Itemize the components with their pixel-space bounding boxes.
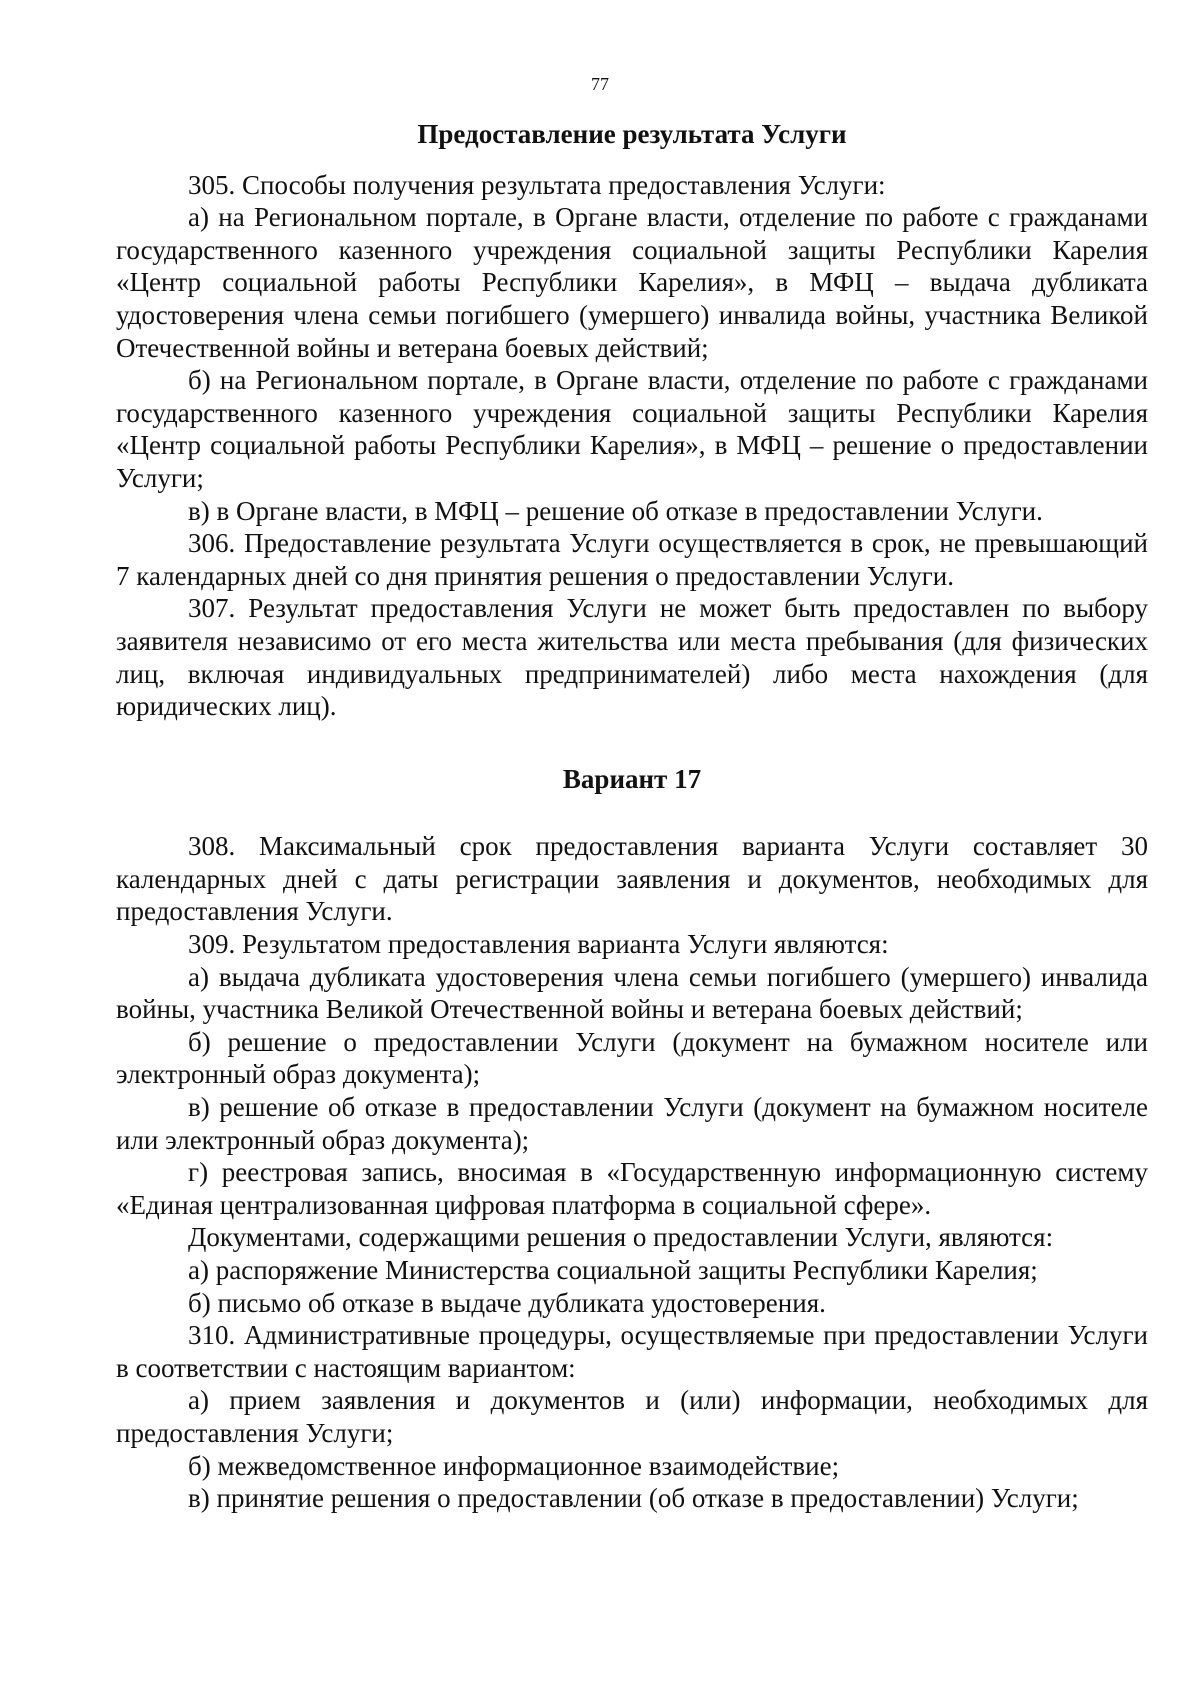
paragraph-310-a: а) прием заявления и документов и (или) информации, необходимых для предоставления Услуги; — [116, 1385, 1148, 1448]
paragraph-308: 308. Максимальный срок предоставления варианта Услуги составляет 30 календарных дней с даты регистрации заявления и документов, необходимых для предоставления Услуги. — [116, 831, 1148, 927]
paragraph-documents-a: а) распоряжение Министерства социальной защиты Республики Карелия; — [188, 1255, 1038, 1285]
paragraph-documents: Документами, содержащими решения о предоставлении Услуги, являются: — [188, 1222, 1054, 1253]
page-number: 77 — [591, 74, 609, 94]
paragraph-309-v: в) решение об отказе в предоставлении Услуги (документ на бумажном носителе или электронный образ документа); — [116, 1092, 1148, 1155]
paragraph-309: 309. Результатом предоставления варианта Услуги являются: — [188, 929, 889, 960]
paragraph-310-b: б) межведомственное информационное взаимодействие; — [188, 1450, 840, 1481]
paragraph-305: 305. Способы получения результата предоставления Услуги: — [188, 169, 886, 200]
paragraph-305-a: а) на Региональном портале, в Органе власти, отделение по работе с гражданами государственного казенного учреждения социальной защиты Республики Карелия «Центр социальной работы Республики Карелия», в МФЦ – выдача дубликата удостоверения члена семьи погибшего (умершего) инвалида войны, участника Великой Отечественной войны и ветерана боевых действий; — [116, 202, 1148, 363]
section-heading-result: Предоставление результата Услуги — [417, 119, 847, 149]
paragraph-305-v: в) в Органе власти, в МФЦ – решение об отказе в предоставлении Услуги. — [188, 495, 1043, 526]
paragraph-309-g: г) реестровая запись, вносимая в «Государственную информационную систему «Единая централизованная цифровая платформа в социальной сфере». — [116, 1157, 1148, 1220]
paragraph-306: 306. Предоставление результата Услуги осуществляется в срок, не превышающий 7 календарных дней со дня принятия решения о предоставлении Услуги. — [116, 528, 1148, 591]
paragraph-310: 310. Административные процедуры, осуществляемые при предоставлении Услуги в соответствии с настоящим вариантом: — [116, 1320, 1148, 1383]
paragraph-309-b: б) решение о предоставлении Услуги (документ на бумажном носителе или электронный образ документа); — [116, 1026, 1148, 1090]
document-body — [116, 118, 1148, 1515]
paragraph-305-b: б) на Региональном портале, в Органе власти, отделение по работе с гражданами государственного казенного учреждения социальной защиты Республики Карелия «Центр социальной работы Республики Карелия», в МФЦ – решение о предоставлении Услуги; — [116, 365, 1148, 493]
paragraph-documents-b: б) письмо об отказе в выдаче дубликата удостоверения. — [188, 1287, 826, 1318]
paragraph-310-v: в) принятие решения о предоставлении (об отказе в предоставлении) Услуги; — [188, 1483, 1079, 1514]
paragraph-309-a: а) выдача дубликата удостоверения члена семьи погибшего (умершего) инвалида войны, участника Великой Отечественной войны и ветерана боевых действий; — [116, 961, 1148, 1025]
section-heading-variant-17: Вариант 17 — [562, 763, 702, 794]
paragraph-307: 307. Результат предоставления Услуги не может быть предоставлен по выбору заявителя независимо от его места жительства или места пребывания (для физических лиц, включая индивидуальных предпринимателей) либо места нахождения (для юридических лиц). — [116, 593, 1148, 722]
